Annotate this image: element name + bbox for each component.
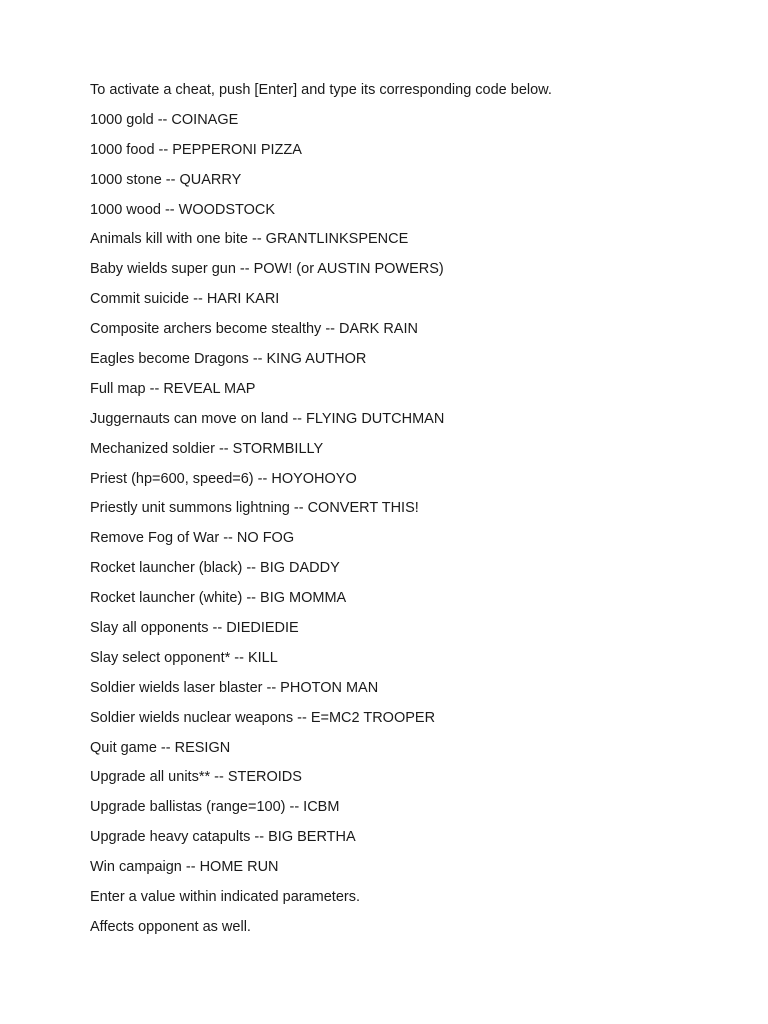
cheat-line-lightning: Priestly unit summons lightning -- CONVERT THIS!: [90, 500, 419, 517]
cheat-line-rocket-black: Rocket launcher (black) -- BIG DADDY: [90, 560, 340, 577]
cheat-line-gold: 1000 gold -- COINAGE: [90, 111, 239, 128]
cheat-line-upgrade-all: Upgrade all units** -- STEROIDS: [90, 769, 302, 786]
cheat-line-animals: Animals kill with one bite -- GRANTLINKSPENCE: [90, 231, 409, 248]
cheat-line-slay-all: Slay all opponents -- DIEDIEDIE: [90, 620, 299, 637]
intro-text: To activate a cheat, push [Enter] and type its corresponding code below.: [90, 82, 552, 98]
cheat-line-catapults: Upgrade heavy catapults -- BIG BERTHA: [90, 829, 356, 846]
cheat-line-stone: 1000 stone -- QUARRY: [90, 171, 242, 188]
cheat-line-food: 1000 food -- PEPPERONI PIZZA: [90, 141, 302, 158]
cheat-line-win: Win campaign -- HOME RUN: [90, 859, 279, 876]
cheat-line-full-map: Full map -- REVEAL MAP: [90, 380, 256, 397]
cheat-line-mechanized: Mechanized soldier -- STORMBILLY: [90, 440, 324, 457]
cheat-line-eagles: Eagles become Dragons -- KING AUTHOR: [90, 351, 367, 368]
cheat-line-wood: 1000 wood -- WOODSTOCK: [90, 201, 276, 218]
cheat-line-fog: Remove Fog of War -- NO FOG: [90, 530, 295, 547]
cheat-line-ballistas: Upgrade ballistas (range=100) -- ICBM: [90, 799, 340, 816]
cheat-line-slay-select: Slay select opponent* -- KILL: [90, 649, 278, 666]
footnote-double-asterisk: Affects opponent as well.: [90, 918, 251, 935]
cheat-line-rocket-white: Rocket launcher (white) -- BIG MOMMA: [90, 590, 347, 607]
cheat-line-suicide: Commit suicide -- HARI KARI: [90, 291, 280, 308]
footnote-single-asterisk: Enter a value within indicated parameters.: [90, 889, 361, 906]
cheat-line-priest: Priest (hp=600, speed=6) -- HOYOHOYO: [90, 470, 357, 487]
cheat-line-laser: Soldier wields laser blaster -- PHOTON MAN: [90, 679, 379, 696]
cheat-line-juggernauts: Juggernauts can move on land -- FLYING DUTCHMAN: [90, 410, 445, 427]
cheat-line-nuclear: Soldier wields nuclear weapons -- E=MC2 TROOPER: [90, 709, 436, 726]
cheat-line-quit: Quit game -- RESIGN: [90, 739, 231, 756]
cheat-line-baby: Baby wields super gun -- POW! (or AUSTIN POWERS): [90, 261, 444, 278]
cheat-code-list: [90, 76, 730, 943]
cheat-line-archers: Composite archers become stealthy -- DARK RAIN: [90, 321, 418, 338]
